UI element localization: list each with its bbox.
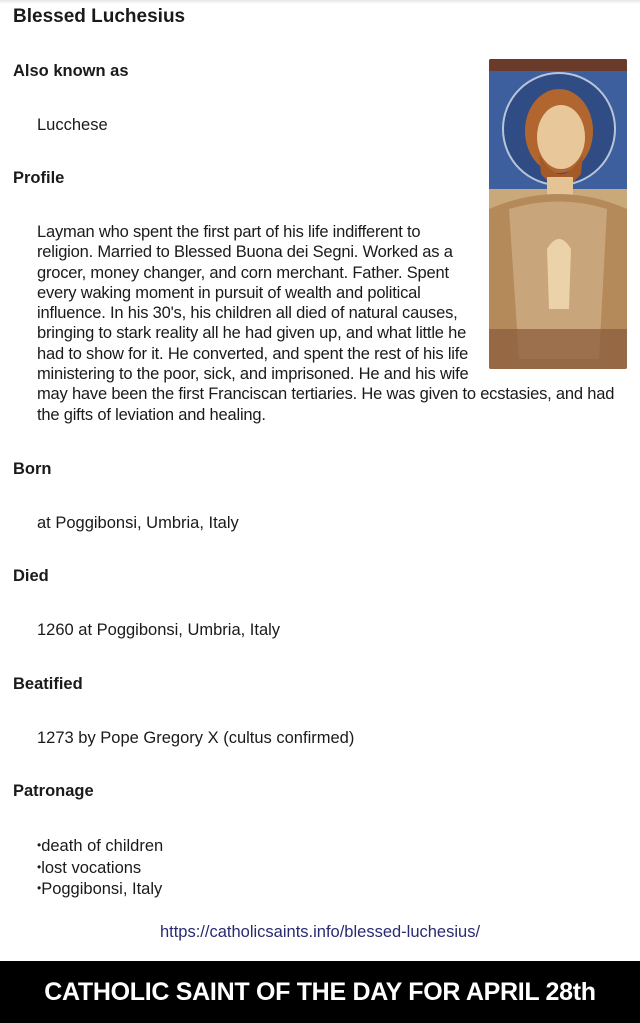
also-known-as-value: Lucchese [37, 116, 108, 134]
patronage-list [37, 835, 163, 900]
born-value: at Poggibonsi, Umbria, Italy [37, 514, 239, 532]
beatified-value: 1273 by Pope Gregory X (cultus confirmed) [37, 729, 355, 747]
heading-beatified: Beatified [13, 675, 83, 693]
list-item: • lost vocations [37, 857, 163, 879]
heading-born: Born [13, 460, 52, 478]
saint-of-day-banner: CATHOLIC SAINT OF THE DAY FOR APRIL 28th [0, 961, 640, 1023]
list-item: • death of children [37, 835, 163, 857]
died-value: 1260 at Poggibonsi, Umbria, Italy [37, 621, 281, 639]
page-title: Blessed Luchesius [13, 6, 186, 27]
list-item: • Poggibonsi, Italy [37, 878, 163, 900]
source-link[interactable]: https://catholicsaints.info/blessed-luchesius/ [159, 923, 481, 941]
heading-also-known-as: Also known as [13, 62, 129, 80]
heading-profile: Profile [13, 169, 65, 187]
heading-patronage: Patronage [13, 782, 94, 800]
top-divider [0, 0, 640, 4]
saint-portrait-image [489, 59, 627, 369]
profile-text: Layman who spent the first part of his life indifferent to religion. Married to Blessed Buona dei Segni. Worked as a grocer, money changer, and corn merchant. Father. Spent every waking moment in pursuit of wealth and political influence. In his 30's, his children all died of natural causes, bringing to stark reality all he had given up, and what little he had to show for it. He converted, and spent the rest of his life ministering to the poor, sick, and imprisoned. He and his wife may have been the first Franciscan tertiaries. He was given to ecstasies, and had the gifts of leviation and healing. [37, 223, 615, 424]
profile-text-block [37, 222, 627, 425]
heading-died: Died [13, 567, 49, 585]
